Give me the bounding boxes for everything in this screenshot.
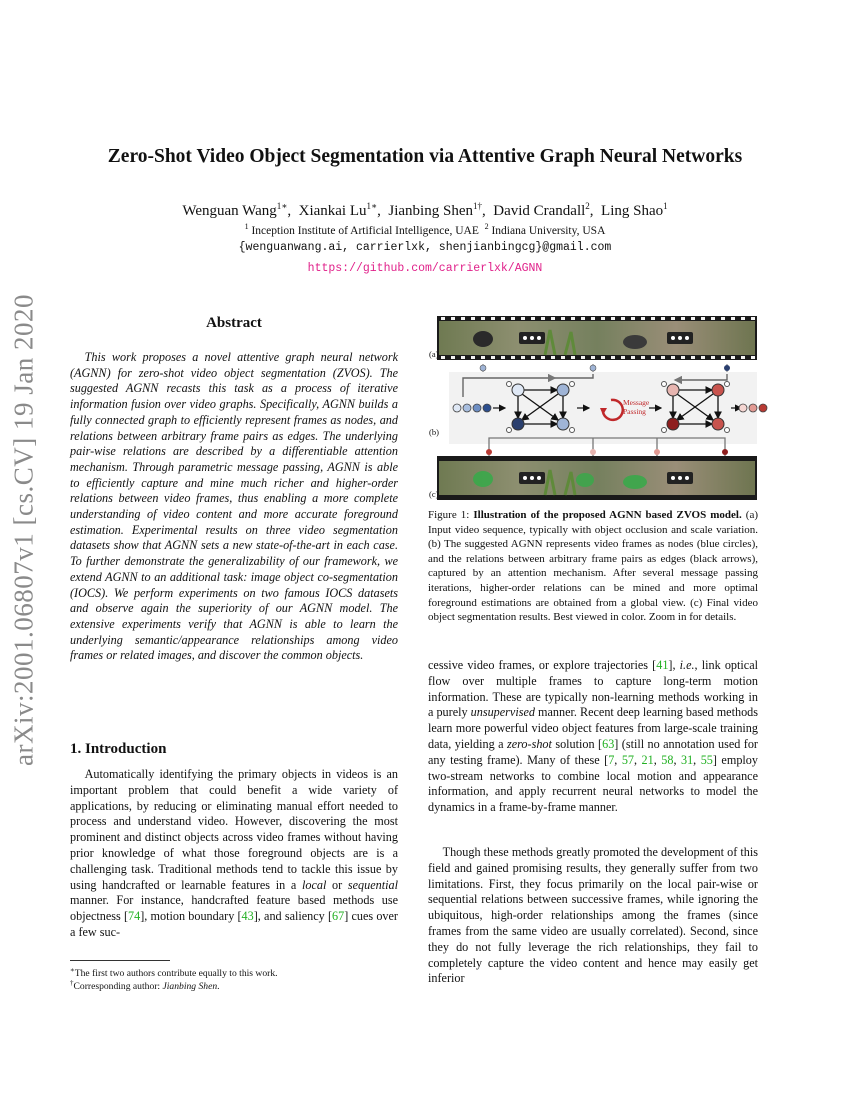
citation-link[interactable]: 55 bbox=[700, 752, 713, 767]
footnote-author-name: Jianbing Shen bbox=[162, 981, 218, 993]
arxiv-stamp bbox=[0, 294, 48, 766]
footnote-text: Corresponding author: bbox=[73, 981, 163, 993]
input-video-strip bbox=[437, 316, 757, 360]
author-name: Xiankai Lu bbox=[298, 203, 367, 219]
body-text: ] employ two-stream networks to combine local motion and appearance information, and apply recurrent neural networks to model the dynamics in a frame-by-frame manner. bbox=[428, 752, 758, 815]
author-name: David Crandall bbox=[493, 203, 586, 219]
citation-link[interactable]: 21 bbox=[641, 752, 654, 767]
body-text: ], motion boundary [ bbox=[140, 909, 242, 924]
body-text: , link optical flow over multiple frames to capture long-term motion information. These are typically non-learning methods working in a purely bbox=[428, 658, 758, 720]
author-name: Ling Shao bbox=[601, 203, 664, 219]
affiliation-mark: 1 bbox=[244, 222, 249, 231]
emphasis-text: unsupervised bbox=[470, 705, 535, 720]
emphasis-text: zero-shot bbox=[506, 736, 552, 751]
body-text: or bbox=[326, 877, 348, 892]
intro-paragraph-1 bbox=[70, 767, 398, 941]
author-mark: 1∗ bbox=[366, 201, 378, 211]
body-text: , bbox=[653, 752, 662, 767]
project-url-link[interactable]: https://github.com/carrierlxk/AGNN bbox=[307, 262, 543, 275]
citation-link[interactable]: 63 bbox=[602, 736, 615, 751]
affiliation-text: Inception Institute of Artificial Intelligence, UAE bbox=[248, 224, 479, 237]
footnote-rule bbox=[70, 960, 170, 961]
figure-1-diagram bbox=[425, 312, 770, 504]
caption-body: (a) Input video sequence, typically with object occlusion and scale variation. (b) The suggested AGNN represents video frames as nodes (blue circles), and the relations between arbitrary frame pairs as edges (black arrows), captured by an attention mechanism. After several message passing iterations, higher-order relations can be mined and more optimal foreground estimations are obtained from a global view. (c) Final video object segmentation results. Best viewed in color. Zoom in for details. bbox=[428, 509, 758, 624]
footnote-text: The first two authors contribute equally to this work. bbox=[74, 968, 278, 980]
author-mark: 1† bbox=[472, 201, 482, 211]
body-text: solution [ bbox=[551, 736, 603, 751]
body-text: , bbox=[673, 752, 681, 767]
author-emails: {wenguanwang.ai, carrierlxk, shenjianbingcg}@gmail.com bbox=[238, 241, 612, 254]
body-text: ], and saliency [ bbox=[253, 909, 333, 924]
author-mark: 1 bbox=[663, 201, 668, 211]
footnote-corresponding-author bbox=[70, 977, 400, 993]
message-passing-label-1: Message bbox=[623, 398, 650, 407]
author-name: Jianbing Shen bbox=[388, 203, 473, 219]
caption-label: Figure 1: bbox=[428, 509, 470, 521]
panel-label-a: (a) bbox=[429, 349, 439, 359]
citation-link[interactable]: 7 bbox=[608, 752, 615, 767]
body-text: manner. Recent deep learning based methods learn more powerful video object features from large-scale training data, yielding a bbox=[428, 705, 759, 751]
emphasis-text: sequential bbox=[347, 877, 398, 892]
body-text: cessive video frames, or explore trajectories [ bbox=[428, 658, 657, 672]
affiliation-mark: 2 bbox=[484, 222, 489, 231]
abstract-text: This work proposes a novel attentive graph neural network (AGNN) for zero-shot video object segmentation (ZVOS). The suggested AGNN recasts this task as a process of iterative information fusion over video graphs. Specifically, AGNN builds a fully connected graph to efficiently represent frames as nodes, and relations between arbitrary frame pairs as edges. The underlying pair-wise relations are described by a differentiable attention mechanism. Through parametric message passing, AGNN is able to efficiently capture and mine much richer and higher-order relations between video frames, thus enabling a more complete understanding of video content and more accurate foreground estimation. Experimental results on three video segmentation datasets show that AGNN sets a new state-of-the-art in each case. To further demonstrate the generalizability of our framework, we extend AGNN to an additional task: image object co-segmentation (IOCS). We perform experiments on two famous IOCS datasets and observe again the superiority of our AGNN model. The extensive experiments verify that AGNN is able to learn the underlying semantic/appearance relationships among video frames or related images, and discover the common objects. bbox=[70, 350, 398, 663]
citation-link[interactable]: 74 bbox=[128, 909, 141, 924]
citation-link[interactable]: 57 bbox=[621, 752, 635, 767]
affiliations bbox=[0, 222, 850, 237]
arxiv-stamp-text: arXiv:2001.06807v1 [cs.CV] 19 Jan 2020 bbox=[8, 294, 39, 766]
body-text: ] (still no annotation used for any testing frame). Many of these [ bbox=[428, 736, 758, 767]
output-segmentation-strip bbox=[437, 456, 757, 500]
body-text: ] cues over a few suc- bbox=[70, 909, 398, 939]
citation-link[interactable]: 41 bbox=[656, 658, 669, 672]
footnote-mark: † bbox=[70, 979, 74, 987]
body-text: manner. For instance, handcrafted feature based methods use objectness [ bbox=[70, 893, 398, 924]
intro-paragraph-right-2: Though these methods greatly promoted the development of this field and gained promising results, they generally suffer from two limitations. First, they focus primarily on the local pair-wise or sequential relations between successive frames, while ignoring the ubiquitous, high-order relationships among the frames (since frames from the same video are usually correlated). Second, since they do not fully leverage the rich relationships, they fail to completely capture the video content and hence may easily get inferior bbox=[428, 845, 758, 986]
body-text: , bbox=[614, 752, 622, 767]
intro-heading: 1. Introduction bbox=[70, 741, 167, 757]
emphasis-text: local bbox=[301, 877, 327, 892]
message-passing-label-2: Passing bbox=[623, 407, 646, 416]
body-text: ], bbox=[668, 658, 680, 672]
affiliation-text: Indiana University, USA bbox=[488, 224, 606, 237]
citation-link[interactable]: 31 bbox=[680, 752, 694, 767]
citation-link[interactable]: 67 bbox=[332, 909, 345, 924]
citation-link[interactable]: 58 bbox=[661, 752, 674, 767]
footnote-end: . bbox=[217, 981, 220, 993]
graph-diagram bbox=[449, 364, 767, 462]
emphasis-text: i.e. bbox=[679, 658, 695, 672]
figure-1 bbox=[425, 312, 770, 504]
author-name: Wenguan Wang bbox=[182, 203, 277, 219]
body-text: Automatically identifying the primary objects in videos is an important problem that could benefit a wide variety of applications, by reducing or eliminating manual effort needed to process and understand video. However, discovering the most prominent and distinct objects across video frames without having prior knowledge of what those foreground objects are is a challenging task. Traditional methods tend to tackle this issue by using handcrafted or learnable features in a bbox=[70, 767, 398, 892]
abstract-heading: Abstract bbox=[206, 315, 262, 331]
footnote-mark: ∗ bbox=[70, 966, 75, 974]
author-mark: 2 bbox=[585, 201, 590, 211]
panel-label-c: (c) bbox=[429, 489, 439, 499]
body-text: , bbox=[634, 752, 642, 767]
body-text: , bbox=[693, 752, 701, 767]
paper-title: Zero-Shot Video Object Segmentation via Attentive Graph Neural Networks bbox=[107, 146, 743, 167]
author-list: Wenguan Wang$^{1∗}$, Xiankai $Lu^{1∗}$, Jianbing Shen$^{1\dagger}$, David Crandall$^2$, Ling Shao$^1$ bbox=[182, 201, 668, 219]
figure-1-caption bbox=[428, 508, 758, 625]
intro-paragraph-right-1 bbox=[428, 658, 758, 816]
citation-link[interactable]: 43 bbox=[241, 909, 254, 924]
author-mark: 1∗ bbox=[276, 201, 288, 211]
caption-bold: Illustration of the proposed AGNN based ZVOS model. bbox=[473, 509, 742, 521]
panel-label-b: (b) bbox=[429, 427, 439, 437]
